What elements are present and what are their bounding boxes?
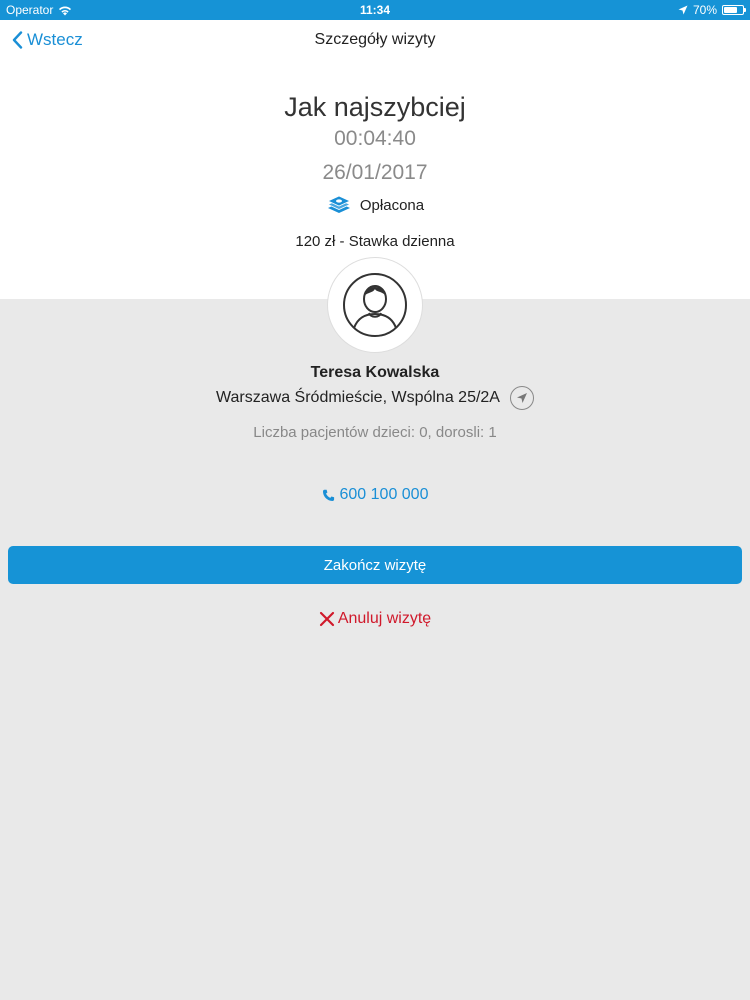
cancel-visit-button[interactable] [0, 610, 750, 628]
phone-link[interactable] [0, 486, 750, 504]
back-label: Wstecz [27, 30, 83, 49]
visit-elapsed-time: 00:04:40 [334, 127, 416, 150]
payment-status [0, 195, 750, 215]
visit-date: 26/01/2017 [322, 161, 428, 184]
visit-title: Jak najszybciej [284, 92, 466, 122]
page-title: Szczegóły wizyty [314, 31, 436, 48]
battery-percent: 70% [692, 3, 717, 17]
battery-icon [722, 5, 744, 15]
status-bar [0, 0, 750, 20]
navigate-button[interactable] [510, 386, 534, 410]
status-time: 11:34 [359, 3, 391, 17]
close-icon [319, 611, 335, 627]
navigation-bar [0, 20, 750, 62]
navigation-arrow-icon [516, 392, 528, 404]
visit-rate: 120 zł - Stawka dzienna [295, 233, 455, 250]
cancel-visit-label: Anuluj wizytę [337, 610, 432, 627]
battery-fill [724, 7, 737, 13]
phone-icon [322, 489, 335, 502]
payment-status-label: Opłacona [359, 196, 425, 214]
person-icon [342, 272, 408, 338]
status-right [678, 3, 744, 17]
avatar [327, 257, 423, 353]
patients-count: Liczba pacjentów dzieci: 0, dorosli: 1 [253, 424, 497, 441]
carrier-label: Operator [6, 3, 54, 17]
patient-address-row [0, 386, 750, 410]
money-stack-icon [326, 195, 352, 215]
phone-number: 600 100 000 [339, 486, 429, 503]
location-arrow-icon [678, 5, 688, 15]
patient-name: Teresa Kowalska [310, 364, 440, 381]
finish-visit-button[interactable]: Zakończ wizytę [8, 546, 742, 584]
patient-address: Warszawa Śródmieście, Wspólna 25/2A [216, 389, 500, 406]
